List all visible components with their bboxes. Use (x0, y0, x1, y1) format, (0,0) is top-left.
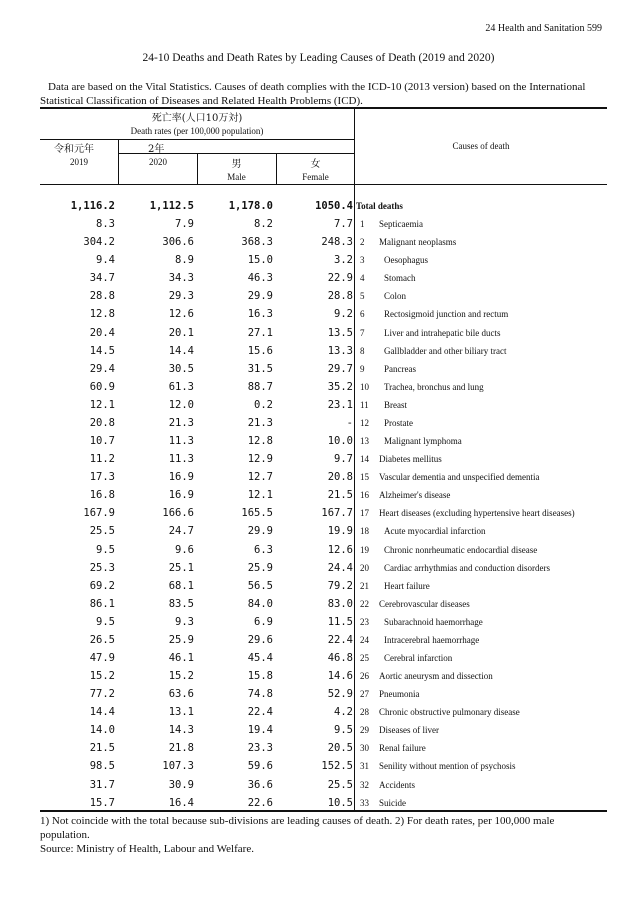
table-row (40, 524, 607, 542)
rate-female: 79.2 (327, 579, 353, 592)
table-row (40, 217, 607, 235)
rate-2020: 11.3 (168, 435, 194, 448)
rate-2019: 10.7 (89, 435, 115, 448)
rate-2019: 304.2 (83, 236, 115, 249)
rate-female: 248.3 (321, 236, 353, 249)
rate-2020: 30.5 (168, 362, 194, 375)
rate-male: 59.6 (247, 760, 273, 773)
cause-number: 11 (360, 399, 369, 410)
rate-male: 45.4 (247, 652, 273, 664)
rate-female: 10.5 (327, 796, 353, 809)
rate-2020: 11.3 (168, 453, 194, 466)
rate-male: 22.6 (247, 796, 273, 809)
page-header: 24 Health and Sanitation 599 (485, 23, 602, 34)
rate-2019: 26.5 (89, 633, 115, 646)
rate-female: 7.7 (334, 218, 353, 231)
table-row (40, 434, 607, 452)
rate-2019: 12.8 (89, 308, 115, 321)
cause-number: 13 (360, 436, 369, 447)
rate-male: 12.9 (247, 453, 273, 466)
cause-name: Heart failure (384, 580, 430, 591)
rate-female: 4.2 (334, 706, 353, 719)
rate-female: - (346, 416, 353, 429)
cause-name: Pancreas (384, 363, 416, 374)
rate-male: 29.6 (247, 633, 273, 646)
rate-male: 25.9 (247, 561, 273, 574)
table-row (40, 380, 607, 398)
cause-number: 29 (360, 725, 369, 736)
rate-2020: 7.9 (175, 218, 194, 231)
rate-female: 46.8 (327, 652, 353, 664)
causes-header-en: Causes of death (452, 141, 510, 151)
table-row (40, 669, 607, 687)
rate-2020: 306.6 (162, 236, 194, 249)
rate-male: 12.1 (247, 489, 273, 502)
rate-female: 52.9 (327, 688, 353, 701)
cause-number: 19 (360, 544, 369, 555)
male-header-jp: 男 (231, 159, 242, 170)
cause-name: Cerebrovascular diseases (379, 598, 470, 609)
rate-2020: 29.3 (168, 290, 194, 303)
male-header-en: Male (227, 172, 246, 182)
rate-female: 22.4 (327, 633, 353, 646)
cause-name: Cerebral infarction (384, 653, 453, 663)
cause-name: Accidents (379, 779, 415, 790)
rate-female: 35.2 (327, 380, 353, 393)
cause-name: Suicide (379, 797, 406, 808)
cause-number: 3 (360, 255, 365, 266)
cause-number: 21 (360, 580, 369, 591)
rate-2019: 21.5 (89, 742, 115, 755)
rate-2019: 1,116.2 (70, 200, 115, 212)
table-row (40, 796, 607, 814)
rate-female: 3.2 (334, 254, 353, 267)
rate-2020: 21.8 (168, 742, 194, 755)
footnotes (40, 814, 600, 856)
cause-name: Trachea, bronchus and lung (384, 381, 484, 392)
rate-male: 27.1 (247, 326, 273, 339)
rate-female: 23.1 (327, 398, 353, 411)
cause-name: Breast (384, 399, 407, 410)
rate-male: 31.5 (247, 362, 273, 375)
rate-2020: 34.3 (168, 272, 194, 285)
intro-line-1: Data are based on the Vital Statistics. Causes of death complies with the ICD-10 (2013 version) based on the International (48, 81, 586, 93)
cause-name: Septicaemia (379, 219, 423, 230)
table-row (40, 271, 607, 289)
table-row (40, 416, 607, 434)
cause-number: 23 (360, 616, 369, 627)
rate-male: 12.8 (247, 435, 273, 448)
rate-male: 16.3 (247, 308, 273, 321)
cause-name: Stomach (384, 273, 416, 284)
cause-name: Alzheimer's disease (379, 490, 451, 501)
death-rates-table (40, 107, 607, 812)
rate-male: 165.5 (241, 507, 273, 520)
rate-2020: 25.9 (168, 633, 194, 646)
table-row (40, 307, 607, 325)
rate-male: 15.8 (247, 670, 273, 683)
rate-2020: 15.2 (168, 670, 194, 683)
rate-2020: 12.0 (168, 398, 194, 411)
rate-2019: 16.8 (89, 489, 115, 502)
rate-female: 20.8 (327, 471, 353, 484)
cause-number: 6 (360, 309, 365, 320)
rate-female: 10.0 (327, 435, 353, 448)
cause-name: Prostate (384, 417, 413, 428)
rate-2020: 8.9 (175, 254, 194, 267)
rate-2019: 9.5 (96, 543, 115, 556)
cause-number: 32 (360, 779, 369, 790)
rate-male: 29.9 (247, 290, 273, 303)
rate-2020: 14.3 (168, 724, 194, 737)
rate-2020: 61.3 (168, 380, 194, 393)
table-row (40, 398, 607, 416)
table-row (40, 470, 607, 488)
rate-2019: 17.3 (89, 471, 115, 484)
rate-2019: 77.2 (89, 688, 115, 701)
rate-female: 28.8 (327, 290, 353, 303)
rate-male: 6.3 (254, 543, 273, 556)
intro-line-2: Statistical Classification of Diseases and Related Health Problems (ICD). (40, 95, 363, 107)
table-row (40, 506, 607, 524)
cause-name: Renal failure (379, 743, 426, 754)
rate-male: 84.0 (247, 597, 273, 610)
rate-2019: 25.5 (89, 525, 115, 538)
cause-name: Colon (384, 291, 407, 302)
cause-number: 18 (360, 526, 369, 537)
source-note: Source: Ministry of Health, Labour and Welfare. (40, 843, 254, 855)
rate-2020: 13.1 (168, 706, 194, 719)
rate-2019: 69.2 (89, 579, 115, 592)
rate-2019: 20.4 (89, 326, 115, 339)
cause-number: 26 (360, 671, 369, 682)
rate-male: 22.4 (247, 706, 273, 719)
cause-name: Acute myocardial infarction (384, 526, 486, 537)
rate-2019: 20.8 (89, 416, 115, 429)
cause-name: Chronic nonrheumatic endocardial disease (384, 544, 538, 555)
rate-male: 74.8 (247, 688, 273, 701)
rates-header-jp: 死亡率(人口10万対) (151, 113, 243, 124)
rate-male: 368.3 (241, 236, 273, 249)
cause-name: Malignant lymphoma (384, 436, 462, 447)
rate-female: 13.5 (327, 326, 353, 339)
table-row (40, 579, 607, 597)
rate-2020: 68.1 (168, 579, 194, 592)
year-2019-header: 2019 (70, 157, 88, 167)
rate-male: 88.7 (247, 380, 273, 393)
cause-number: 8 (360, 345, 365, 356)
rate-2020: 14.4 (168, 344, 194, 357)
rate-male: 23.3 (247, 742, 273, 755)
cause-number: 2 (360, 237, 365, 248)
cause-name: Diabetes mellitus (379, 454, 442, 465)
rate-2020: 166.6 (162, 507, 194, 520)
rate-2019: 14.5 (89, 344, 115, 357)
cause-number: 5 (360, 291, 365, 302)
table-row (40, 759, 607, 777)
cause-number: 30 (360, 743, 369, 754)
cause-number: 24 (360, 634, 369, 645)
cause-number: 25 (360, 653, 369, 663)
table-row (40, 253, 607, 271)
cause-name: Subarachnoid haemorrhage (384, 616, 483, 627)
cause-number: 28 (360, 707, 369, 718)
rate-male: 36.6 (247, 778, 273, 791)
cause-name: Rectosigmoid junction and rectum (384, 309, 509, 320)
rate-female: 25.5 (327, 778, 353, 791)
cause-name: Liver and intrahepatic bile ducts (384, 327, 501, 338)
cause-name: Intracerebral haemorrhage (384, 634, 480, 645)
rate-2019: 167.9 (83, 507, 115, 520)
cause-number: 17 (360, 508, 369, 519)
rate-2020: 21.3 (168, 416, 194, 429)
rate-2019: 9.5 (96, 615, 115, 628)
rate-2019: 15.7 (89, 796, 115, 809)
intro-note (40, 80, 610, 108)
rate-female: 29.7 (327, 362, 353, 375)
rate-2019: 25.3 (89, 561, 115, 574)
cause-number: 27 (360, 689, 369, 700)
rate-female: 21.5 (327, 489, 353, 502)
table-row (40, 597, 607, 615)
table-row (40, 235, 607, 253)
table-row (40, 651, 607, 669)
rate-female: 9.5 (334, 724, 353, 737)
rate-2019: 11.2 (89, 453, 115, 466)
rate-2020: 46.1 (168, 652, 194, 664)
rate-2020: 16.4 (168, 796, 194, 809)
cause-name: Pneumonia (379, 689, 420, 700)
footnote-line-2: population. (40, 829, 90, 841)
rate-2020: 9.6 (175, 543, 194, 556)
cause-name: Oesophagus (384, 255, 428, 266)
cause-number: 15 (360, 472, 369, 483)
table-row (40, 705, 607, 723)
cause-number: 4 (360, 273, 365, 284)
table-row (40, 723, 607, 741)
reiwa-header-jp: 令和元年 (54, 144, 94, 155)
cause-number: 12 (360, 417, 369, 428)
rate-male: 46.3 (247, 272, 273, 285)
rate-male: 6.9 (254, 615, 273, 628)
cause-name: Total deaths (356, 201, 403, 211)
table-row (40, 633, 607, 651)
rate-2019: 60.9 (89, 380, 115, 393)
cause-name: Diseases of liver (379, 725, 439, 736)
table-row (40, 741, 607, 759)
rate-male: 56.5 (247, 579, 273, 592)
rate-male: 15.0 (247, 254, 273, 267)
rate-2019: 12.1 (89, 398, 115, 411)
rate-2020: 83.5 (168, 597, 194, 610)
rate-male: 8.2 (254, 218, 273, 231)
rate-2019: 14.0 (89, 724, 115, 737)
rate-male: 0.2 (254, 398, 273, 411)
footnote-line-1: 1) Not coincide with the total because sub-divisions are leading causes of death. 2) For death rates, per 100,000 male (40, 815, 555, 827)
rate-female: 9.7 (334, 453, 353, 466)
table-row (40, 778, 607, 796)
female-header-en: Female (302, 172, 329, 182)
cause-number: 7 (360, 327, 365, 338)
cause-number: 20 (360, 562, 369, 573)
cause-number: 31 (360, 761, 369, 772)
year-2-header-jp: 2年 (148, 144, 165, 155)
year-2020-header: 2020 (149, 157, 167, 167)
rate-2019: 31.7 (89, 778, 115, 791)
cause-number: 10 (360, 381, 369, 392)
cause-name: Aortic aneurysm and dissection (379, 671, 493, 682)
table-row (40, 326, 607, 344)
cause-name: Senility without mention of psychosis (379, 761, 516, 772)
rate-female: 19.9 (327, 525, 353, 538)
cause-name: Gallbladder and other biliary tract (384, 345, 507, 356)
table-row (40, 615, 607, 633)
rate-female: 24.4 (327, 561, 353, 574)
cause-name: Cardiac arrhythmias and conduction disorders (384, 562, 550, 573)
rate-2020: 107.3 (162, 760, 194, 773)
rate-male: 15.6 (247, 344, 273, 357)
table-row (40, 687, 607, 705)
rate-male: 12.7 (247, 471, 273, 484)
table-row (40, 488, 607, 506)
rate-female: 1050.4 (315, 200, 353, 212)
rate-female: 14.6 (327, 670, 353, 683)
rate-female: 9.2 (334, 308, 353, 321)
rate-2019: 9.4 (96, 254, 115, 267)
table-row (40, 362, 607, 380)
rate-female: 20.5 (327, 742, 353, 755)
cause-number: 33 (360, 797, 369, 808)
table-row (40, 344, 607, 362)
rate-male: 21.3 (247, 416, 273, 429)
rate-2019: 34.7 (89, 272, 115, 285)
rate-2020: 9.3 (175, 615, 194, 628)
rate-2019: 47.9 (89, 652, 115, 664)
rate-female: 11.5 (327, 615, 353, 628)
rate-2020: 30.9 (168, 778, 194, 791)
rate-2020: 25.1 (168, 561, 194, 574)
rate-2019: 86.1 (89, 597, 115, 610)
cause-number: 16 (360, 490, 369, 501)
rate-male: 29.9 (247, 525, 273, 538)
table-title: 24-10 Deaths and Death Rates by Leading Causes of Death (2019 and 2020) (142, 52, 495, 64)
cause-name: Malignant neoplasms (379, 237, 457, 248)
cause-name: Vascular dementia and unspecified dementia (379, 472, 540, 483)
rate-2020: 16.9 (168, 471, 194, 484)
rate-male: 1,178.0 (228, 200, 273, 212)
rates-header-en: Death rates (per 100,000 population) (130, 126, 264, 136)
table-row (40, 543, 607, 561)
rate-2019: 14.4 (89, 706, 115, 719)
cause-number: 22 (360, 598, 369, 609)
female-header-jp: 女 (310, 159, 321, 170)
cause-name: Chronic obstructive pulmonary disease (379, 707, 520, 718)
rate-2019: 15.2 (89, 670, 115, 683)
table-row (40, 452, 607, 470)
cause-number: 14 (360, 454, 369, 465)
rate-female: 22.9 (327, 272, 353, 285)
rate-2020: 1,112.5 (149, 200, 194, 212)
rate-female: 152.5 (321, 760, 353, 773)
rate-2019: 8.3 (96, 218, 115, 231)
rate-2020: 16.9 (168, 489, 194, 502)
table-row (40, 199, 607, 217)
header-bottom-rule (40, 184, 607, 185)
rate-2020: 63.6 (168, 688, 194, 701)
rate-2020: 24.7 (168, 525, 194, 538)
cause-number: 9 (360, 363, 365, 374)
rate-male: 19.4 (247, 724, 273, 737)
rate-2019: 29.4 (89, 362, 115, 375)
rate-2020: 20.1 (168, 326, 194, 339)
table-row (40, 289, 607, 307)
rate-2020: 12.6 (168, 308, 194, 321)
rate-2019: 98.5 (89, 760, 115, 773)
rate-female: 83.0 (327, 597, 353, 610)
rate-female: 167.7 (321, 507, 353, 520)
rate-female: 12.6 (327, 543, 353, 556)
table-row (40, 561, 607, 579)
rate-female: 13.3 (327, 344, 353, 357)
cause-number: 1 (360, 219, 365, 230)
rate-2019: 28.8 (89, 290, 115, 303)
cause-name: Heart diseases (excluding hypertensive heart diseases) (379, 508, 575, 519)
